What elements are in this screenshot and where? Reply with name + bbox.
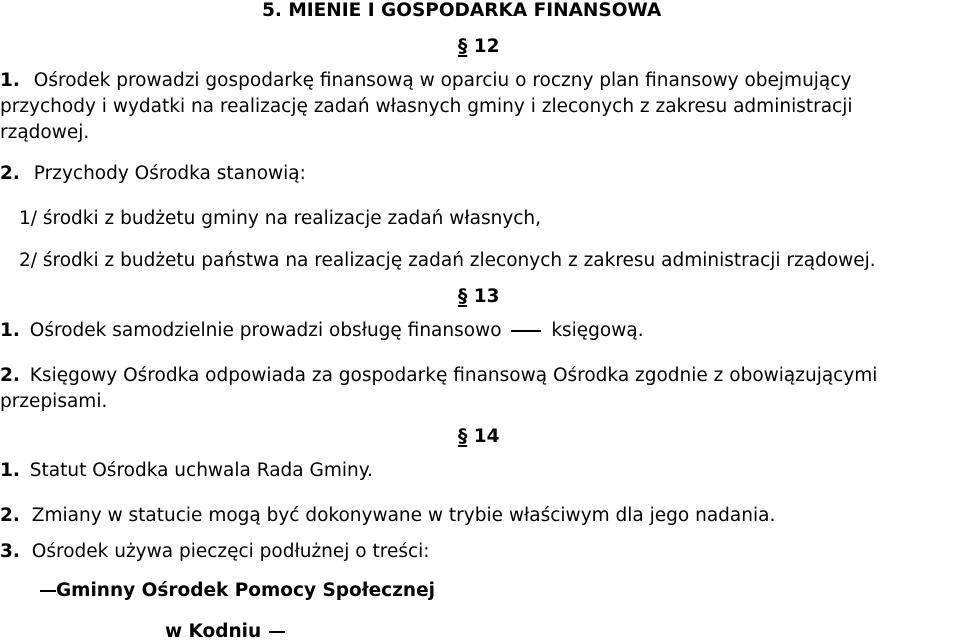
paragraph-sign: § (458, 286, 468, 307)
closing-quote-dash (269, 631, 285, 633)
item-number: 3. (0, 541, 20, 562)
stamp-text: w Kodniu (165, 621, 262, 642)
p12-item-2-sub-1: 1/ środki z budżetu gminy na realizacje zadań własnych, (19, 208, 542, 229)
item-text: Ośrodek używa pieczęci podłużnej o treści: (31, 541, 430, 562)
item-number: 2. (0, 163, 20, 184)
dash (511, 330, 541, 332)
item-text: Zmiany w statucie mogą być dokonywane w trybie właściwym dla jego nadania. (31, 505, 776, 526)
p14-item-3 (0, 541, 430, 563)
item-text-continued: księgową. (551, 320, 644, 341)
stamp-line-1 (40, 580, 435, 602)
item-number: 2. (0, 505, 20, 526)
item-number: 1. (0, 320, 20, 341)
paragraph-sign: § (458, 36, 468, 57)
item-number: 1. (0, 70, 20, 91)
paragraph-13-heading (458, 286, 499, 308)
paragraph-sign: § (458, 426, 468, 447)
p12-item-1-line-2: przychody i wydatki na realizację zadań własnych gminy i zleconych z zakresu administracji (0, 96, 853, 117)
item-text: Statut Ośrodka uchwala Rada Gminy. (29, 460, 373, 481)
p12-item-1-line-1 (0, 70, 851, 92)
p14-item-1 (0, 460, 373, 482)
paragraph-number: 12 (473, 36, 500, 57)
paragraph-12-heading (458, 36, 499, 58)
p13-item-2-line-1 (0, 365, 877, 387)
p12-item-2 (0, 163, 306, 185)
p14-item-2 (0, 505, 775, 527)
item-number: 2. (0, 365, 20, 386)
section-title: 5. MIENIE I GOSPODARKA FINANSOWA (262, 0, 662, 21)
item-text: Księgowy Ośrodka odpowiada za gospodarkę finansową Ośrodka zgodnie z obowiązującymi (29, 365, 878, 386)
item-text: Ośrodek samodzielnie prowadzi obsługę finansowo (29, 320, 502, 341)
stamp-line-2 (165, 621, 285, 643)
paragraph-number: 14 (473, 426, 500, 447)
item-text: Przychody Ośrodka stanowią: (33, 163, 306, 184)
p13-item-1 (0, 320, 644, 342)
item-number: 1. (0, 460, 20, 481)
item-text: Ośrodek prowadzi gospodarkę finansową w oparciu o roczny plan finansowy obejmujący (33, 70, 852, 91)
paragraph-14-heading (458, 426, 499, 448)
p13-item-2-line-2: przepisami. (0, 391, 108, 412)
stamp-text: Gminny Ośrodek Pomocy Społecznej (56, 580, 435, 601)
p12-item-1-line-3: rządowej. (0, 122, 90, 143)
paragraph-number: 13 (473, 286, 500, 307)
p12-item-2-sub-2: 2/ środki z budżetu państwa na realizację zadań zleconych z zakresu administracji rządowej. (19, 250, 876, 271)
opening-quote-dash (40, 590, 56, 592)
